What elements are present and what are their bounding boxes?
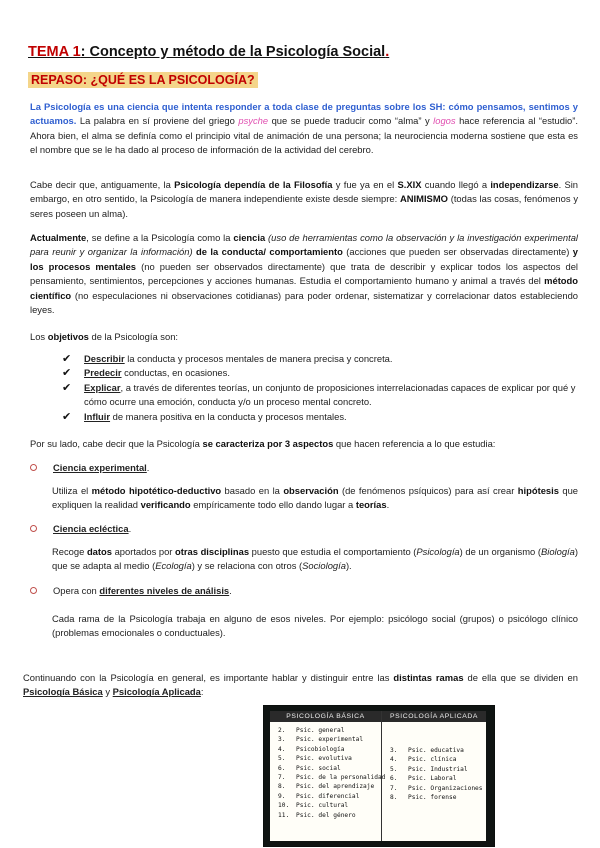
asp2-t13: ).	[345, 560, 352, 572]
asp1-t4: observación	[283, 485, 339, 496]
row-text: Psic. Industrial	[408, 765, 468, 773]
circle-bullet-icon	[30, 525, 37, 532]
asp2-t10: Ecología	[155, 560, 192, 572]
asp2-t3: aportados por	[111, 546, 176, 557]
table-row	[390, 793, 486, 802]
row-text: Psic. clínica	[408, 756, 457, 764]
asp1-t3: basado en la	[221, 485, 284, 496]
row-number: 10.	[278, 802, 290, 810]
p2-c: y fue ya en el	[332, 179, 398, 190]
row-number: 7.	[278, 774, 286, 782]
table-row	[278, 745, 381, 754]
obj-key: Influir	[84, 410, 111, 422]
paragraph-definition	[30, 100, 578, 158]
ramas-c: de ella que se dividen en	[463, 672, 578, 683]
obj-key: Predecir	[84, 367, 122, 379]
p3-h: (no pueden ser observados directamente) que trata de describir y explicar todos los aspectos del pensamiento, sentimientos, percepciones y acciones humanas. Estudia el comportamiento humano y animal a través del	[30, 260, 578, 287]
asp3-pre: Opera con	[53, 585, 100, 596]
p3-b: , se define a la Psicología como la	[86, 232, 234, 243]
p1-logos: logos	[433, 115, 456, 127]
asp1-t7: que expliquen la realidad	[52, 485, 578, 511]
row-text: Psic. forense	[408, 794, 457, 802]
table-row	[390, 746, 486, 755]
row-text: Psic. de la personalidad	[296, 774, 386, 782]
asp1-t6: hipótesis	[517, 485, 559, 496]
row-text: Psic. cultural	[296, 802, 349, 810]
row-number: 5.	[278, 755, 286, 763]
row-number: 7.	[390, 784, 398, 792]
checkmark-icon: ✔	[62, 367, 72, 380]
row-number: 4.	[390, 756, 398, 764]
obj-intro-c: de la Psicología son:	[88, 331, 179, 342]
p3-c: ciencia	[233, 232, 266, 243]
row-number: 9.	[278, 792, 286, 800]
p2-b: Psicología dependía de la Filosofía	[174, 179, 333, 190]
table-row	[278, 792, 381, 801]
asp2-t8: Biología	[540, 546, 575, 557]
row-text: Psic. diferencial	[296, 792, 360, 800]
p3-i: método científico	[30, 275, 578, 301]
list-item	[62, 366, 578, 380]
asp2-t11: ) y se relaciona con otros (	[191, 560, 303, 572]
p1-text-c: que se puede traducir como “alma” y	[268, 115, 434, 127]
asp-a: Por su lado, cabe decir que la Psicología	[30, 438, 203, 449]
obj-rest: conductas, en ocasiones.	[121, 367, 230, 379]
p2-e: cuando llegó a	[421, 179, 491, 190]
obj-rest: de manera positiva en la conducta y procesos mentales.	[110, 410, 347, 422]
row-number: 5.	[390, 765, 398, 773]
table-row	[278, 811, 381, 820]
row-text: Psic. del aprendizaje	[296, 783, 375, 791]
objetivos-list	[62, 352, 578, 424]
row-text: Psic. educativa	[408, 747, 464, 754]
p1-text-b: La palabra en sí proviene del griego	[76, 115, 239, 127]
p3-f: (acciones que pueden ser observadas directamente)	[342, 246, 573, 258]
table-row	[278, 782, 381, 791]
obj-intro-b: objetivos	[47, 331, 89, 342]
aplicada-list	[382, 722, 486, 802]
asp1-t1: Utiliza el	[52, 485, 92, 496]
ramas-table	[270, 711, 486, 841]
asp2-label: Ciencia ecléctica	[53, 523, 129, 534]
asp2-t5: puesto que estudia el comportamiento (	[249, 546, 417, 557]
p2-a: Cabe decir que, antiguamente, la	[30, 179, 175, 190]
row-text: Psic. evolutiva	[296, 755, 352, 763]
p1-highlight: La Psicología es una ciencia que intenta responder a toda clase de preguntas sobre los SH: cómo pensamos, sentimos y actuamos.	[30, 101, 578, 127]
aspect-3-text: Cada rama de la Psicología trabaja en alguno de esos niveles. Por ejemplo: psicólogo social (grupos) o psicólogo clínico (problemas emocionales o conductuales).	[52, 613, 578, 639]
p2-h: ANIMISMO	[400, 193, 448, 205]
table-row	[390, 774, 486, 783]
row-text: Psic. Organizaciones	[408, 784, 483, 792]
asp2-t1: Recoge	[52, 546, 87, 557]
basica-column	[270, 711, 386, 841]
asp1-t10: teorías	[355, 499, 387, 511]
p3-a: Actualmente	[30, 232, 87, 243]
table-row	[278, 726, 381, 735]
aspect-2-heading	[30, 522, 131, 536]
aspect-3-heading	[30, 584, 232, 598]
asp3-dot: .	[229, 585, 232, 596]
aspect-2-text	[52, 545, 578, 574]
paragraph-history	[30, 178, 578, 221]
paragraph-ramas	[23, 671, 578, 700]
asp1-t5: (de fenómenos psíquicos) para así crear	[338, 485, 518, 496]
asp3-label: diferentes niveles de análisis	[99, 585, 230, 596]
page-title	[28, 44, 389, 60]
obj-intro-a: Los	[30, 331, 48, 342]
p3-d: (uso de herramientas como la observación y la investigación experimental para reunir y organizar la información)	[30, 232, 579, 258]
p2-i: (todas las cosas, fenómenos y seres poseen un alma).	[30, 193, 579, 219]
aspect-1-heading	[30, 461, 149, 475]
table-row	[278, 773, 386, 782]
ramas-g: :	[200, 686, 204, 698]
ramas-a: Continuando con la Psicología en general, es importante hablar y distinguir entre las	[23, 672, 394, 683]
basica-header: PSICOLOGÍA BÁSICA	[270, 711, 381, 722]
p2-d: S.XIX	[397, 179, 422, 190]
row-text: Psicobiología	[296, 745, 345, 753]
row-number: 6.	[390, 775, 398, 783]
ramas-e: y	[102, 686, 113, 698]
obj-rest: la conducta y procesos mentales de manera precisa y concreta.	[124, 353, 393, 364]
table-row	[278, 764, 381, 773]
asp1-t11: .	[386, 499, 390, 511]
aspect-1-text	[52, 484, 578, 513]
row-number: 11.	[278, 811, 290, 819]
list-item	[62, 410, 578, 424]
obj-key: Describir	[84, 353, 125, 364]
p1-psyche: psyche	[238, 115, 269, 127]
tema-title: : Concepto y método de la Psicología Social	[80, 44, 386, 60]
p1-text-d: hace referencia al “estudio”. Ahora bien, el alma se definía como el principio vital de animación de una persona; la neurociencia moderna sostiene que esta es el nombre que se le ha dado al proceso de información de la actividad del cerebro.	[30, 115, 578, 156]
asp-c: que hacen referencia a lo que estudia:	[333, 438, 496, 449]
asp2-t9: ) que se adapta al medio (	[52, 546, 578, 572]
asp1-label: Ciencia experimental	[53, 462, 147, 473]
checkmark-icon: ✔	[62, 410, 72, 423]
row-text: Psic. experimental	[296, 736, 364, 744]
list-item	[62, 352, 578, 366]
row-text: Psic. general	[296, 727, 345, 734]
asp1-t8: verificando	[140, 499, 191, 511]
table-row	[390, 784, 486, 793]
checkmark-icon: ✔	[62, 353, 72, 365]
p2-g: . Sin embargo, en otro sentido, la Psicología de manera independiente existe desde siempre:	[30, 179, 579, 205]
ramas-d: Psicología Básica	[23, 686, 103, 698]
asp2-t4: otras disciplinas	[175, 546, 250, 557]
asp1-t9: empíricamente todo ello dando lugar a	[190, 499, 356, 511]
table-row	[390, 755, 486, 764]
table-row	[278, 801, 381, 810]
ramas-table-image	[263, 705, 495, 847]
row-number: 6.	[278, 764, 286, 772]
tema-label: TEMA 1	[28, 44, 81, 60]
paragraph-actualmente	[30, 231, 578, 317]
row-text: Psic. social	[296, 764, 341, 772]
obj-rest: , a través de diferentes teorías, un conjunto de proposiciones interrelacionadas capaces de explicar por qué y cómo ocurre una emoción, conducta y/o un proceso mental concreto.	[84, 381, 576, 408]
row-text: Psic. Laboral	[408, 775, 457, 783]
obj-key: Explicar	[84, 381, 121, 393]
aplicada-header: PSICOLOGÍA APLICADA	[382, 711, 486, 722]
aspectos-intro	[30, 437, 578, 451]
objetivos-intro	[30, 330, 578, 344]
basica-list	[270, 722, 386, 820]
asp1-dot: .	[146, 462, 150, 473]
table-row	[278, 754, 381, 763]
asp1-t2: método hipotético-deductivo	[91, 485, 222, 496]
p2-f: independizarse	[490, 179, 559, 190]
row-number: 3.	[390, 747, 398, 754]
asp2-dot: .	[128, 523, 132, 534]
row-number: 2.	[278, 727, 286, 734]
circle-bullet-icon	[30, 464, 37, 471]
row-number: 8.	[278, 783, 286, 791]
aplicada-column	[382, 711, 486, 841]
asp2-t6: Psicología	[416, 546, 460, 557]
p3-e: de la conducta/ comportamiento	[192, 246, 343, 258]
p3-g: y los procesos mentales	[30, 246, 579, 272]
ramas-f: Psicología Aplicada	[112, 686, 201, 698]
asp2-t2: datos	[86, 546, 112, 557]
asp-b: se caracteriza por 3 aspectos	[202, 438, 334, 449]
asp2-t12: Sociología	[302, 560, 346, 572]
list-item	[62, 381, 578, 410]
section-heading-repaso: REPASO: ¿QUÉ ES LA PSICOLOGÍA?	[28, 72, 258, 88]
p3-j: (no especulaciones ni observaciones cotidianas) para poder ordenar, sistematizar y correlacionar datos estableciendo leyes.	[30, 289, 578, 316]
table-row	[278, 735, 381, 744]
tema-dot: .	[385, 44, 390, 60]
row-number: 4.	[278, 745, 286, 753]
row-number: 8.	[390, 794, 398, 802]
ramas-b: distintas ramas	[393, 672, 464, 683]
row-text: Psic. del género	[296, 811, 356, 819]
asp2-t7: ) de un organismo (	[459, 546, 541, 557]
circle-bullet-icon	[30, 587, 37, 594]
row-number: 3.	[278, 736, 286, 744]
table-row	[390, 765, 486, 774]
checkmark-icon: ✔	[62, 381, 72, 394]
